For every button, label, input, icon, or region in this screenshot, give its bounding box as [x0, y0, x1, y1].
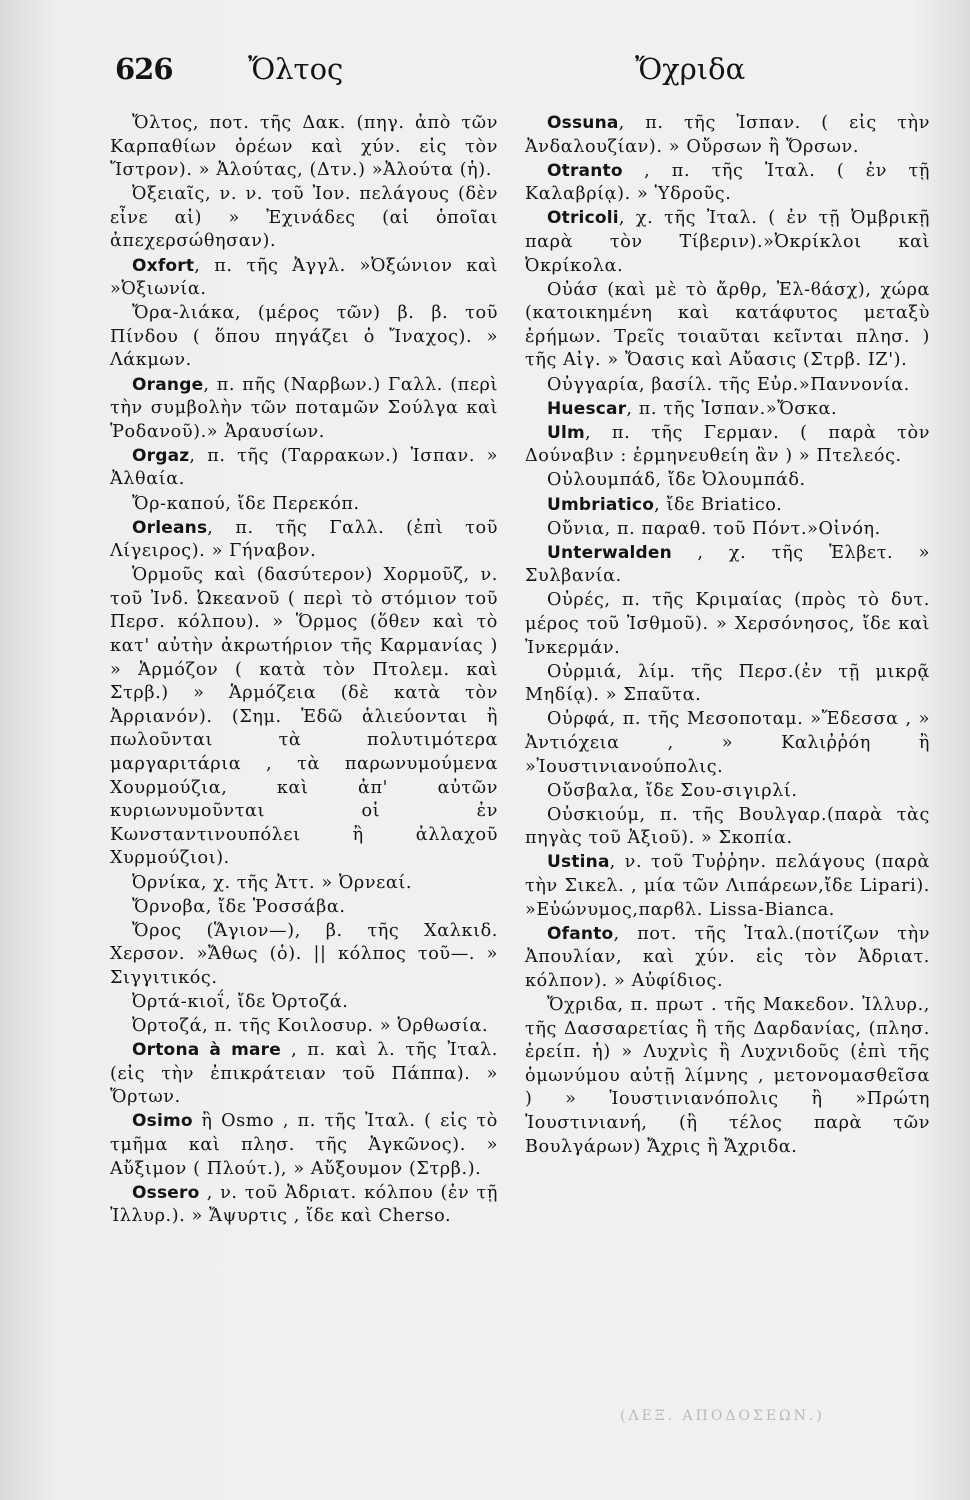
- entry-headword: Huescar: [547, 398, 627, 419]
- entry-headword: Orgaz: [132, 445, 190, 466]
- dictionary-entry: [525, 112, 930, 159]
- dictionary-entry: [110, 1182, 498, 1229]
- entry-text: Ὄρα-λιάκα, (μέρος τῶν) β. β. τοῦ Πίνδου ( ὅπου πηγάζει ὁ Ἴναχος). » Λάκμων.: [110, 303, 498, 371]
- entry-text: , χ. τῆς Ἑλβετ. » Συλβανία.: [525, 542, 930, 587]
- entry-text: Οὐάσ (καὶ μὲ τὸ ἄρθρ, Ἐλ-ϐάσχ), χώρα (κατοικημένη καὶ κατάφυτος μεταξὺ ἐρήμων. Τρεῖς τοιαῦται κεῖνται πλησ. ) τῆς Αἰγ. » Ὄασις καὶ Αὔασις (Στρβ. ΙΖ').: [525, 279, 930, 371]
- dictionary-entry: [525, 207, 930, 278]
- page-header: [115, 52, 935, 102]
- entry-text: Ὄρος (Ἅγιον—), β. τῆς Χαλκιδ. Χερσον. »Ἄθως (ὁ). || κόλπος τοῦ—. » Σιγγιτικός.: [110, 920, 498, 988]
- entry-text: Οὐρές, π. τῆς Κριμαίας (πρὸς τὸ δυτ. μέρος τοῦ Ἰσθμοῦ). » Χερσόνησος, ἴδε καὶ Ἰνκερμάν.: [525, 590, 930, 658]
- dictionary-entry: [525, 494, 930, 518]
- dictionary-entry: [525, 469, 930, 493]
- dictionary-entry: [110, 564, 498, 871]
- dictionary-entry: [110, 183, 498, 254]
- entry-headword: Ossero: [132, 1182, 200, 1203]
- entry-headword: Ulm: [547, 422, 585, 443]
- dictionary-entry: [525, 589, 930, 660]
- dictionary-entry: [525, 374, 930, 398]
- dictionary-entry: [110, 255, 498, 302]
- dictionary-entry: [110, 920, 498, 991]
- dictionary-entry: [525, 518, 930, 542]
- entry-text: , χ. τῆς Ἰταλ. ( ἐν τῇ Ὀμβρικῇ παρὰ τὸν Τίβεριν).»Ὀκρίκλοι καὶ Ὀκρίκολα.: [525, 208, 930, 276]
- dictionary-entry: [525, 661, 930, 708]
- dictionary-entry: [525, 851, 930, 922]
- entry-text: Οὐρμιά, λίμ. τῆς Περσ.(ἐν τῇ μικρᾷ Μηδίᾳ). » Σπαῦτα.: [525, 661, 930, 706]
- entry-headword: Unterwalden: [547, 542, 672, 563]
- entry-text: Ὄχριδα, π. πρωτ . τῆς Μακεδον. Ἰλλυρ., τῆς Δασσαρετίας ἢ τῆς Δαρδανίας, (πλησ. ἐρείπ. ἡ) » Λυχνὶς ἢ Λυχνιδοῦς (ἐπὶ τῆς ὁμωνύμου αὐτῇ λίμνης , μετονομασθεῖσα ) » Ἰουστινιανόπολις ἢ »Πρώτη Ἰουστινιανή, (ἢ τέλος παρὰ τῶν Βουλγάρων) Ἄχρις ἢ Ἄχριδα.: [525, 994, 930, 1157]
- entry-text: , π. τῆς Ἀγγλ. »Ὀξώνιον καὶ »Ὀξιωνία.: [110, 255, 498, 300]
- entry-text: , ποτ. τῆς Ἰταλ.(ποτίζων τὴν Ἀπουλίαν, καὶ χύν. εἰς τὸν Ἀδριατ. κόλπον). » Αὐφίδιος.: [525, 923, 930, 991]
- entry-text: Οὐλουμπάδ, ἴδε Ὀλουμπάδ.: [547, 470, 806, 491]
- entry-headword: Orleans: [132, 517, 208, 538]
- entry-headword: Ossuna: [547, 113, 619, 133]
- entry-headword: Otranto: [547, 160, 623, 181]
- dictionary-entry: [525, 160, 930, 207]
- entry-text: , π. πῆς (Ναρβων.) Γαλλ. (περὶ τὴν συμβολὴν τῶν ποταμῶν Σούλγα καὶ Ῥοδανοῦ).» Ἀραυσίων.: [110, 374, 498, 442]
- dictionary-entry: [110, 445, 498, 492]
- running-head-right: Ὄχριδα: [635, 52, 746, 86]
- dictionary-entry: [110, 517, 498, 564]
- dictionary-entry: [110, 493, 498, 517]
- dictionary-entry: [525, 994, 930, 1159]
- entry-text: Ὄρ-καπού, ἴδε Περεκόπ.: [132, 493, 360, 514]
- entry-text: Οὐγγαρία, βασίλ. τῆς Εὐρ.»Παννονία.: [547, 374, 910, 395]
- entry-headword: Oxfort: [132, 255, 195, 276]
- dictionary-entry: [525, 708, 930, 779]
- dictionary-entry: [110, 896, 498, 920]
- entry-headword: Otricoli: [547, 208, 619, 229]
- running-head-left: Ὄλτος: [248, 52, 344, 86]
- entry-text: Οὔσβαλα, ἴδε Σου-σιγιρλί.: [547, 780, 798, 801]
- right-column: [525, 112, 930, 1160]
- left-column: [110, 112, 498, 1229]
- entry-headword: Ustina: [547, 852, 610, 873]
- dictionary-entry: [110, 872, 498, 896]
- entry-headword: Osimo: [132, 1111, 193, 1132]
- entry-text: Ὀξειαῖς, ν. ν. τοῦ Ἰον. πελάγους (δὲν εἶνε αἱ) » Ἐχινάδες (αἱ ὁποῖαι ἀπεχερσώθησαν).: [110, 184, 498, 252]
- dictionary-entry: [525, 804, 930, 851]
- entry-headword: Ofanto: [547, 923, 614, 944]
- page-number: 626: [115, 52, 173, 86]
- entry-headword: Orange: [132, 374, 204, 395]
- entry-text: Οὐρφά, π. τῆς Μεσοποταμ. »Ἔδεσσα , » Ἀντιόχεια , » Καλιῤῥόη ἢ »Ἰουστινιανούπολις.: [525, 709, 930, 777]
- dictionary-entry: [525, 923, 930, 994]
- entry-text: , π. τῆς Ἰσπαν. ( εἰς τὴν Ἀνδαλουζίαν). » Οὔρσων ἢ Ὄρσων.: [525, 113, 930, 157]
- dictionary-entry: [110, 1110, 498, 1181]
- entry-text: , π. τῆς Ἰσπαν.»Ὄσκα.: [626, 398, 838, 419]
- dictionary-entry: [525, 279, 930, 373]
- dictionary-entry: [110, 374, 498, 445]
- entry-text: Οὐσκιούμ, π. τῆς Βουλγαρ.(παρὰ τὰς πηγὰς τοῦ Ἀξιοῦ). » Σκοπία.: [525, 804, 930, 849]
- dictionary-entry: [110, 1015, 498, 1039]
- dictionary-entry: [110, 112, 498, 183]
- entry-text: , ἴδε Briatico.: [654, 494, 783, 515]
- entry-text: Ὄλτος, ποτ. τῆς Δακ. (πηγ. ἀπὸ τῶν Καρπαθίων ὀρέων καὶ χύν. εἰς τὸν Ἴστρον). » Ἀλούτας, (Δτν.) »Ἀλούτα (ἡ).: [110, 113, 498, 181]
- dictionary-entry: [110, 1039, 498, 1110]
- entry-text: , ν. τοῦ Ἀδριατ. κόλπου (ἐν τῇ Ἰλλυρ.). » Ἄψυρτις , ἴδε καὶ Cherso.: [110, 1182, 498, 1227]
- entry-text: , ν. τοῦ Τυῤῥην. πελάγους (παρὰ τὴν Σικελ. , μία τῶν Λιπάρεων,ἴδε Lipari). »Εὐώνυμος,παρϐλ. Lissa-Bianca.: [525, 852, 930, 920]
- dictionary-entry: [525, 422, 930, 469]
- dictionary-entry: [525, 542, 930, 589]
- dictionary-entry: [110, 302, 498, 373]
- dictionary-entry: [525, 780, 930, 804]
- entry-text: Ὁρμοῦς καὶ (δασύτερον) Χορμοῦζ, ν. τοῦ Ἰνδ. Ὠκεανοῦ ( περὶ τὸ στόμιον τοῦ Περσ. κόλπου). » Ὅρμος (ὅθεν καὶ τὸ κατ' αὐτὴν ἀκρωτήριον τῆς Καρμανίας ) » Ἁρμόζον ( κατὰ τὸν Πτολεμ. καὶ Στρβ.) » Ἁρμόζεια (δὲ κατὰ τὸν Ἀρριανόν). (Σημ. Ἐδῶ ἁλιεύονται ἢ πωλοῦνται τὰ πολυτιμότερα μαργαριτάρια , τὰ παρωνυμούμενα Χουρμούζια, καὶ ἀπ' αὐτῶν κυριωνυμοῦνται οἱ ἐν Κωνσταντινουπόλει ἢ ἀλλαχοῦ Χυρμούζιοι).: [110, 565, 498, 869]
- entry-text: ἢ Osmo , π. τῆς Ἰταλ. ( εἰς τὸ τμῆμα καὶ πλησ. τῆς Ἀγκῶνος). » Αὔξιμον ( Πλούτ.), » Αὔξουμον (Στρβ.).: [110, 1111, 498, 1179]
- entry-headword: Ortona à mare: [132, 1040, 281, 1061]
- entry-text: , π. τῆς Γαλλ. (ἐπὶ τοῦ Λίγειρος). » Γήναβον.: [110, 517, 498, 562]
- entry-text: Ὀρτοζά, π. τῆς Κοιλοσυρ. » Ὀρθωσία.: [132, 1016, 489, 1037]
- entry-text: , π. τῆς Ἰταλ. ( ἐν τῇ Καλαβρίᾳ). » Ὑδροῦς.: [525, 160, 930, 205]
- entry-headword: Umbriatico: [547, 494, 655, 515]
- entry-text: , π. τῆς Γερμαν. ( παρὰ τὸν Δούναβιν : ἑρμηνευθείη ἂν ) » Πτελεός.: [525, 422, 930, 467]
- faint-footer-text: (ΛΕΞ. ΑΠΟΔΟΣΕΩΝ.): [620, 1408, 825, 1424]
- entry-text: , π. τῆς (Ταρρακων.) Ἰσπαν. » Ἀλθαία.: [110, 445, 498, 490]
- entry-text: Οὔνια, π. παραθ. τοῦ Πόντ.»Οἰνόη.: [547, 518, 881, 539]
- dictionary-entry: [525, 398, 930, 422]
- entry-text: Ὀρτά-κιοΐ, ἴδε Ὀρτοζά.: [132, 991, 349, 1012]
- entry-text: Ὄρνοβα, ἴδε Ῥοσσάβα.: [132, 896, 346, 917]
- entry-text: Ὀρνίκα, χ. τῆς Ἀττ. » Ὀρνεαί.: [132, 872, 413, 893]
- dictionary-entry: [110, 991, 498, 1015]
- entry-text: , π. καὶ λ. τῆς Ἰταλ. (εἰς τὴν ἐπικράτειαν τοῦ Πάππα). » Ὄρτων.: [110, 1040, 498, 1108]
